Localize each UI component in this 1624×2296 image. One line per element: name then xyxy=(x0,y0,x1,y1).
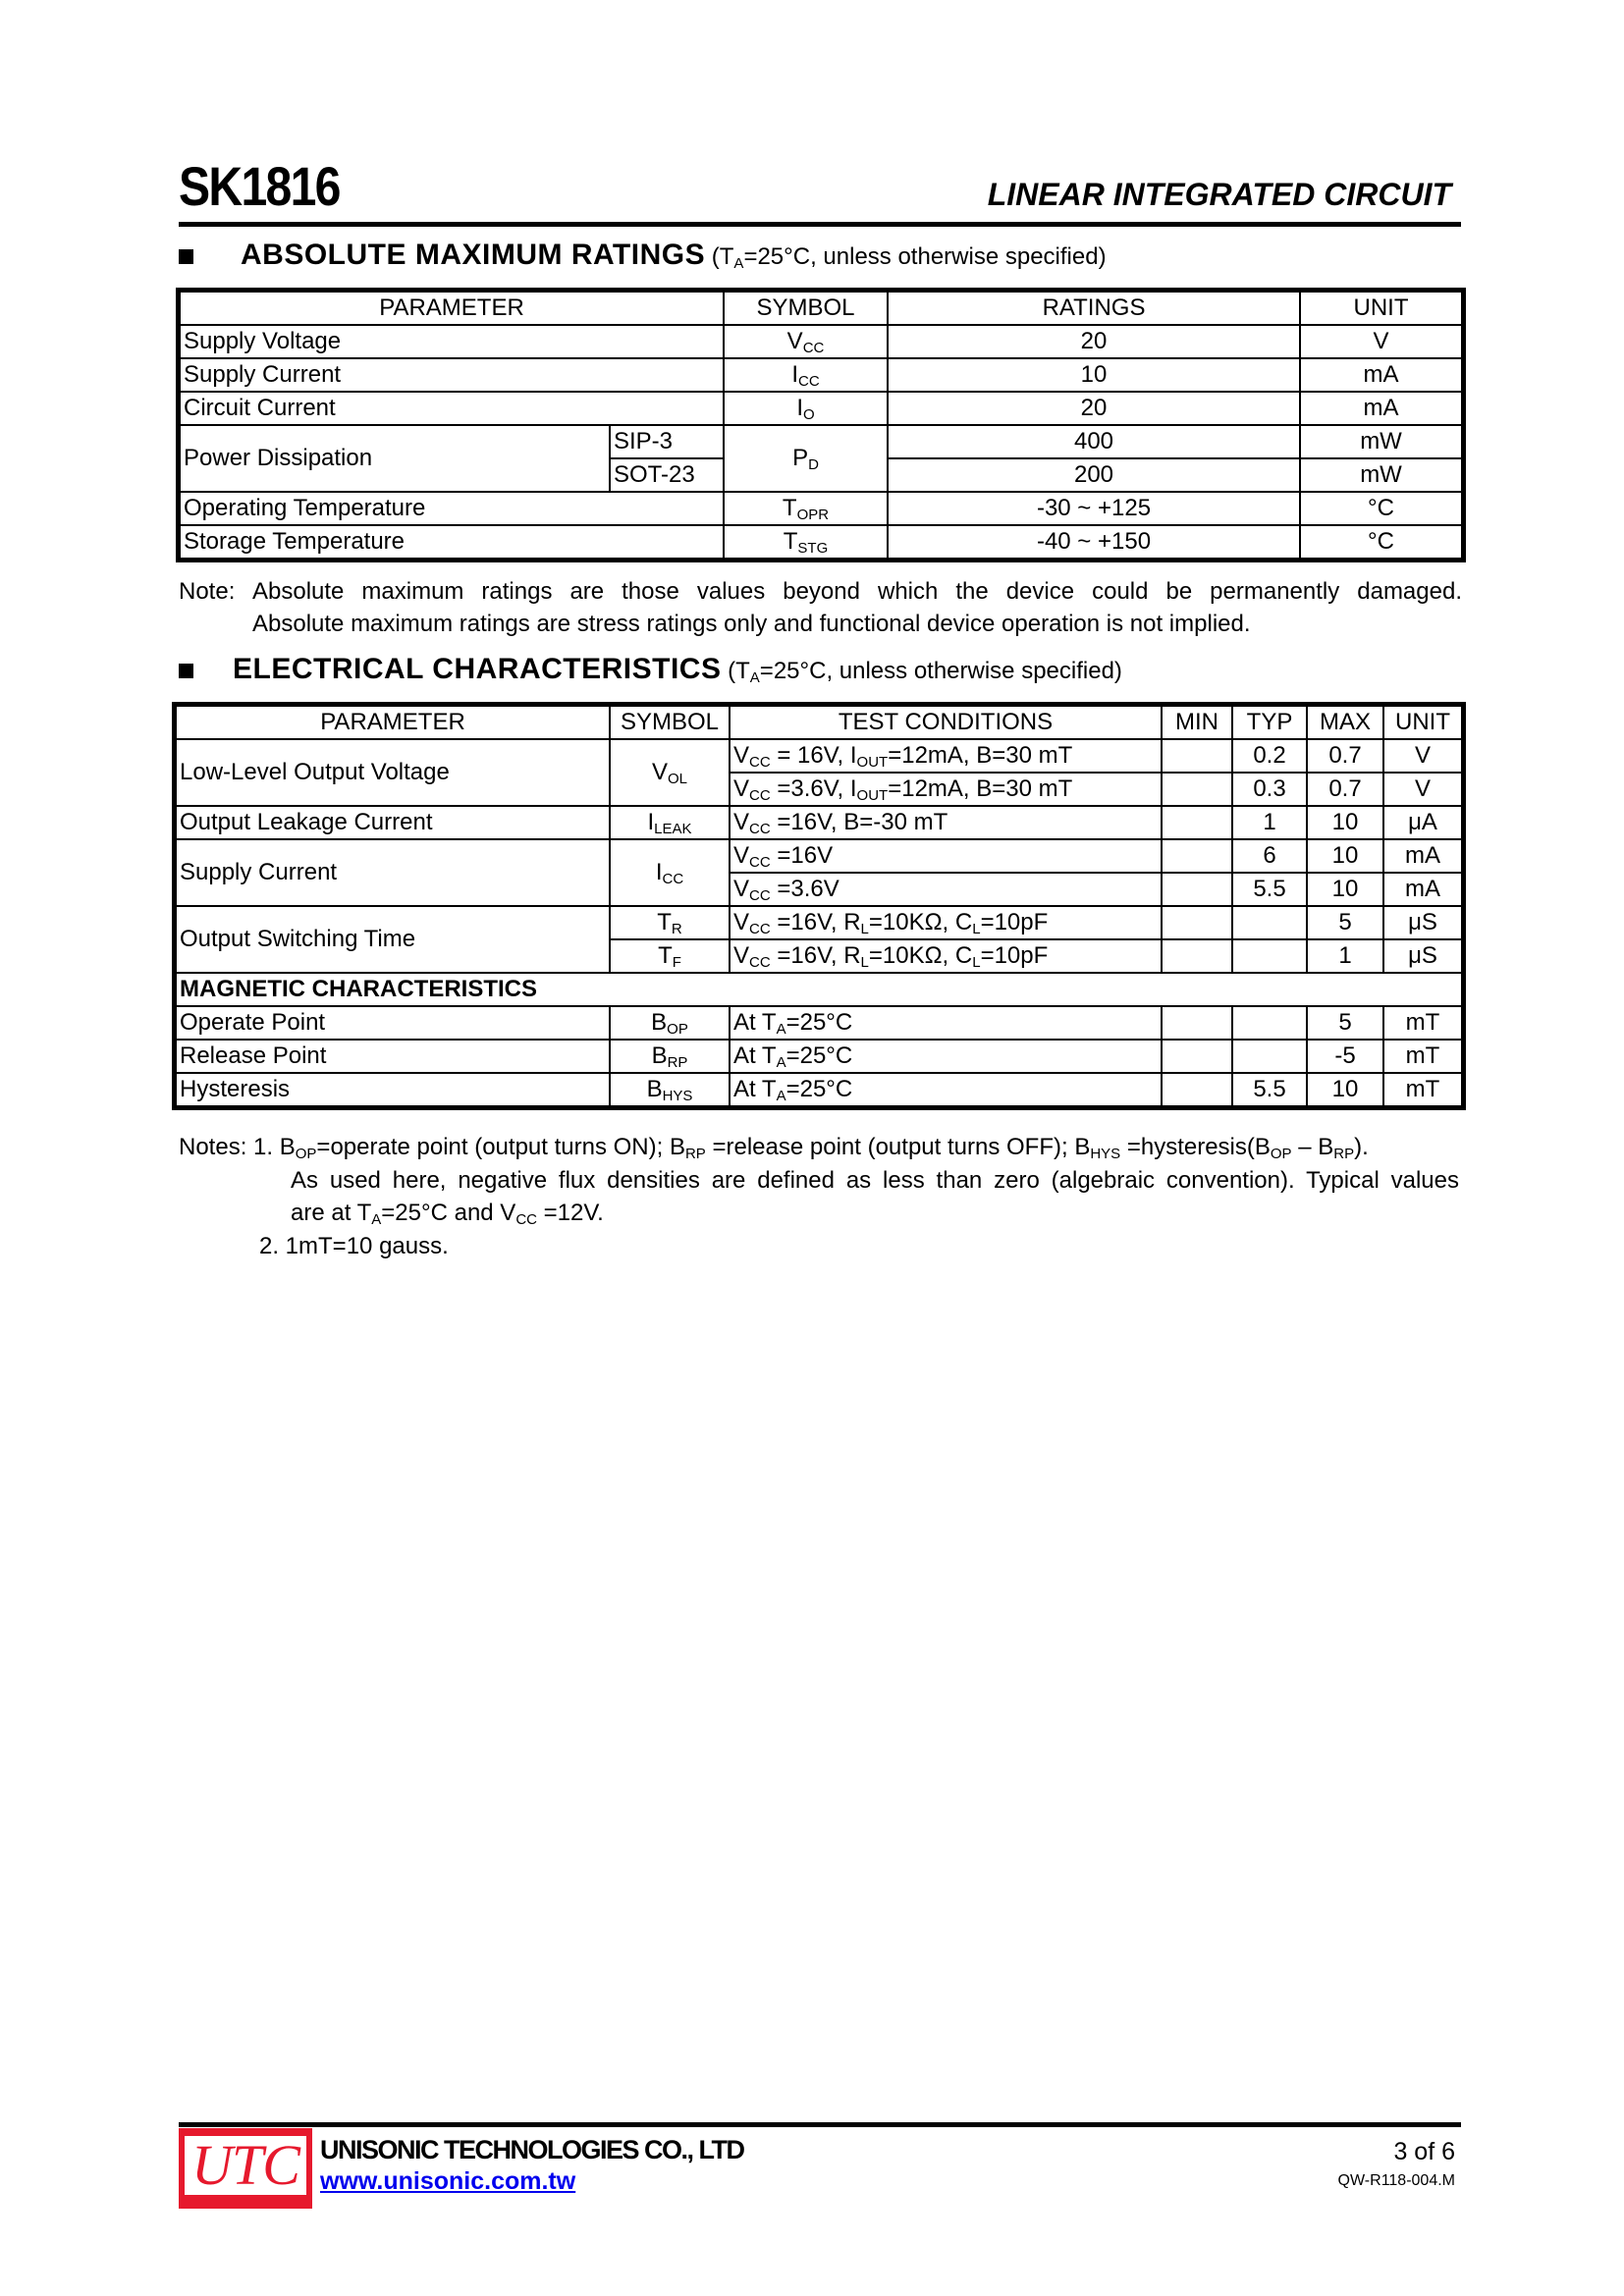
amr-note-line2: Absolute maximum ratings are stress ratings only and functional device operation is not implied. xyxy=(252,611,1251,637)
amr-note-label: Note: xyxy=(179,578,236,605)
table-section-row xyxy=(176,973,1462,1006)
table-row: Operate Point $B_{OP}$ At $T_A=25^\circ C$ 5 mT xyxy=(176,1006,1462,1040)
table-row: Low-Level Output Voltage $V_{OL}$ $V_{CC} = 16V$, $I_{OUT}=12mA$, B=30 mT 0.2 0.7 V xyxy=(176,739,1462,773)
magnetic-characteristics-heading: MAGNETIC CHARACTERISTICS xyxy=(176,973,1462,1006)
ec-notes-line1: Notes: 1. $B_{OP}=operate$ point (output turns ON); $B_{RP}$ =release point (output turns OFF); $B_{HYS}$ $=hysteresis(B_{OP} - B_{RP})$. xyxy=(179,1134,1369,1162)
col-header-unit: UNIT xyxy=(1383,706,1462,739)
amr-note-line1: Absolute maximum ratings are those values beyond which the device could be permanently damaged. xyxy=(252,578,1462,605)
table-row: Release Point $B_{RP}$ At $T_A=25^\circ C$ -5 mT xyxy=(176,1040,1462,1073)
company-name: UNISONIC TECHNOLOGIES CO., LTD xyxy=(320,2135,744,2164)
amr-table xyxy=(179,291,1463,560)
ec-section-title: ELECTRICAL CHARACTERISTICS ($T_A=25^\circ C$, unless otherwise specified) xyxy=(179,650,1122,689)
table-row: Operating Temperature $T_{OPR}$ -30 ~ +125 °C xyxy=(180,492,1462,525)
col-header-min: MIN xyxy=(1162,706,1232,739)
square-bullet-icon xyxy=(179,664,193,678)
ec-notes-line2: As used here, negative flux densities are defined as less than zero (algebraic convention). Typical values xyxy=(291,1167,1459,1194)
website-link[interactable]: www.unisonic.com.tw xyxy=(320,2167,576,2195)
ec-condition: ($T_A=25^\circ C$, unless otherwise specified) xyxy=(728,658,1122,686)
col-header-parameter: PARAMETER xyxy=(180,292,724,325)
utc-logo-text: UTC xyxy=(191,2133,299,2197)
square-bullet-icon xyxy=(179,249,193,264)
table-row: SOT-23 200 mW xyxy=(180,458,1462,492)
col-header-symbol: SYMBOL xyxy=(610,706,730,739)
col-header-ratings: RATINGS xyxy=(888,292,1300,325)
amr-condition: ($T_A=25^\circ C$, unless otherwise specified) xyxy=(711,243,1107,272)
ec-notes-line4: 2. 1mT=10 gauss. xyxy=(259,1233,449,1259)
table-row: Supply Current $I_{CC}$ $V_{CC} =16V$ 6 10 mA xyxy=(176,839,1462,873)
table-row: Hysteresis $B_{HYS}$ At $T_A=25^\circ C$ 5.5 10 mT xyxy=(176,1073,1462,1106)
utc-logo xyxy=(179,2128,312,2209)
page-number: 3 of 6 xyxy=(1393,2138,1455,2165)
col-header-typ: TYP xyxy=(1232,706,1307,739)
table-row: Output Leakage Current $I_{LEAK}$ $V_{CC} =16V$, B=-30 mT 1 10 μA xyxy=(176,806,1462,839)
part-number: SK1816 xyxy=(179,155,340,217)
table-row: $V_{CC} =3.6V$, $I_{OUT}=12mA$, B=30 mT 0.3 0.7 V xyxy=(176,773,1462,806)
table-row: Output Switching Time $T_R$ $V_{CC} =16V$, $R_L=10K\Omega$, $C_L=10pF$ 5 μS xyxy=(176,906,1462,939)
document-code: QW-R118-004.M xyxy=(1337,2172,1455,2189)
table-row: Supply Voltage $V_{CC}$ 20 V xyxy=(180,325,1462,358)
table-row: Circuit Current $I_O$ 20 mA xyxy=(180,392,1462,425)
page-header xyxy=(179,155,1461,227)
table-row: Supply Current $I_{CC}$ 10 mA xyxy=(180,358,1462,392)
ec-notes-line3: are at $T_A=25^\circ C$ and $V_{CC} =12V$. xyxy=(291,1200,604,1228)
table-row: Storage Temperature $T_{STG}$ -40 ~ +150 °C xyxy=(180,525,1462,559)
document-category: LINEAR INTEGRATED CIRCUIT xyxy=(987,177,1451,212)
col-header-symbol: SYMBOL xyxy=(724,292,888,325)
ec-table xyxy=(175,705,1463,1107)
table-row: $T_F$ $V_{CC} =16V$, $R_L=10K\Omega$, $C_L=10pF$ 1 μS xyxy=(176,939,1462,973)
table-header-row xyxy=(176,706,1462,739)
col-header-conditions: TEST CONDITIONS xyxy=(730,706,1162,739)
col-header-parameter: PARAMETER xyxy=(176,706,610,739)
table-row: Power Dissipation SIP-3 $P_D$ 400 mW xyxy=(180,425,1462,458)
footer-rule xyxy=(179,2122,1461,2127)
table-row: $V_{CC} =3.6V$ 5.5 10 mA xyxy=(176,873,1462,906)
amr-section-title: ABSOLUTE MAXIMUM RATINGS ($T_A=25^\circ C$, unless otherwise specified) xyxy=(179,236,1107,275)
col-header-unit: UNIT xyxy=(1300,292,1462,325)
table-header-row xyxy=(180,292,1462,325)
col-header-max: MAX xyxy=(1307,706,1383,739)
